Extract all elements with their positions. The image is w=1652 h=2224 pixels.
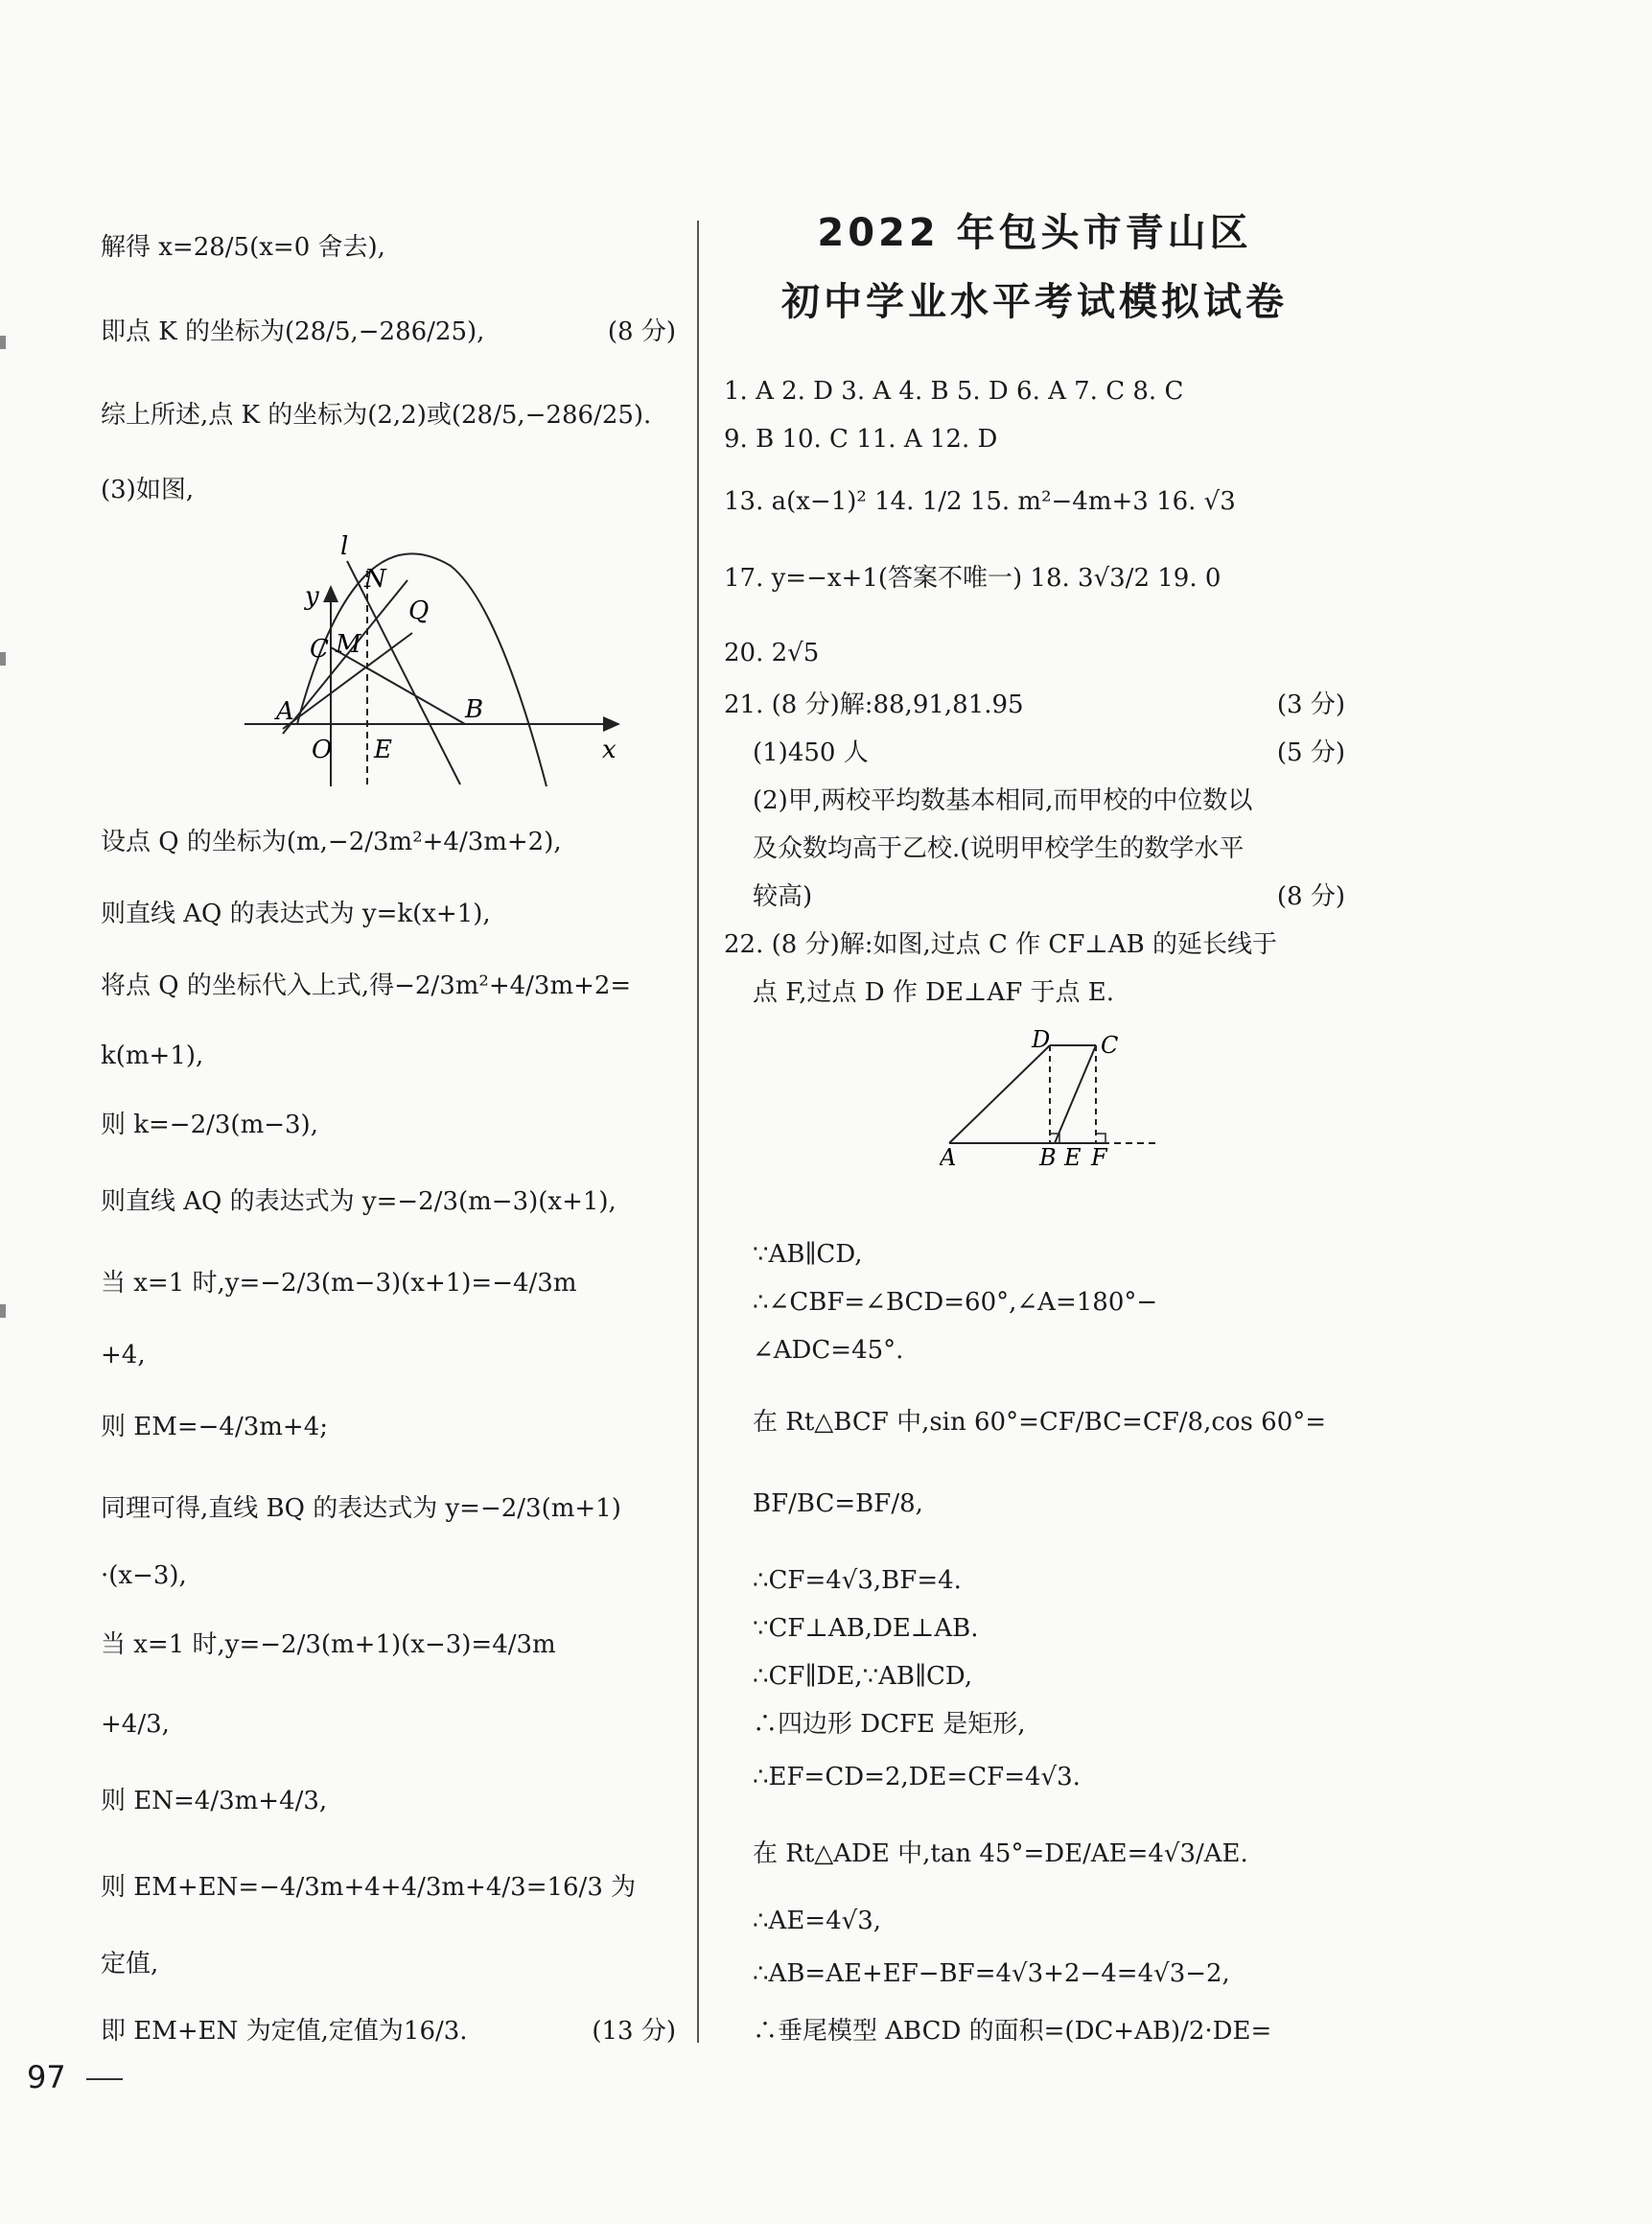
answer-line: ∵AB∥CD, [753, 1240, 863, 1269]
answer-line: (2)甲,两校平均数基本相同,而甲校的中位数以 [753, 786, 1253, 815]
answer-line: 20. 2√5 [724, 639, 820, 667]
text-line: +4, [101, 1341, 146, 1370]
score: (8 分) [1276, 882, 1345, 911]
score: (8 分) [607, 317, 676, 346]
score: (13 分) [592, 2017, 676, 2046]
answer-line: ∴AB=AE+EF−BF=4√3+2−4=4√3−2, [753, 1959, 1230, 1988]
figure-label: O [312, 736, 333, 764]
text-line: k(m+1), [101, 1042, 204, 1070]
text-line: 即点 K 的坐标为(28/5,−286/25), [101, 317, 485, 346]
answer-line: 13. a(x−1)² 14. 1/2 15. m²−4m+3 16. √3 [724, 487, 1236, 516]
text-line: 设点 Q 的坐标为(m,−2/3m²+4/3m+2), [101, 828, 562, 856]
answer-line: 较高) [753, 882, 813, 911]
answer-line: ∵CF⊥AB,DE⊥AB. [753, 1614, 979, 1643]
figure-label: M [336, 630, 361, 659]
answer-line: ∴EF=CD=2,DE=CF=4√3. [753, 1763, 1081, 1791]
text-line: 当 x=1 时,y=−2/3(m−3)(x+1)=−4/3m [101, 1269, 577, 1298]
exam-title-line2: 初中学业水平考试模拟试卷 [781, 280, 1288, 324]
answer-line: ∴CF∥DE,∵AB∥CD, [753, 1662, 973, 1691]
answer-line: BF/BC=BF/8, [753, 1489, 923, 1518]
figure-label: Q [408, 597, 430, 625]
figure-label: y [305, 582, 319, 611]
answer-line: ∠ADC=45°. [753, 1336, 904, 1365]
text-line: 则 k=−2/3(m−3), [101, 1111, 318, 1139]
figure-label: B [1039, 1144, 1057, 1170]
text-line: (3)如图, [101, 476, 195, 504]
figure-label: C [310, 635, 329, 664]
binding-mark [0, 1304, 6, 1318]
text-line: 当 x=1 时,y=−2/3(m+1)(x−3)=4/3m [101, 1630, 556, 1659]
text-line: 综上所述,点 K 的坐标为(2,2)或(28/5,−286/25). [101, 401, 652, 430]
answer-line: 1. A 2. D 3. A 4. B 5. D 6. A 7. C 8. C [724, 377, 1184, 406]
answer-line: (1)450 人 [753, 738, 869, 767]
figure-label: E [1064, 1144, 1082, 1170]
text-line: 解得 x=28/5(x=0 舍去), [101, 233, 385, 262]
figure-label: A [276, 697, 294, 726]
text-line: 则 EM=−4/3m+4; [101, 1413, 329, 1441]
exam-title-line1: 2022 年包头市青山区 [817, 211, 1252, 255]
binding-mark [0, 336, 6, 349]
figure-label: C [1101, 1032, 1119, 1059]
answer-line: 21. (8 分)解:88,91,81.95 [724, 691, 1024, 719]
figure-label: A [940, 1144, 957, 1170]
answer-line: 及众数均高于乙校.(说明甲校学生的数学水平 [753, 834, 1245, 863]
text-line: 同理可得,直线 BQ 的表达式为 y=−2/3(m+1) [101, 1494, 621, 1523]
score: (5 分) [1276, 738, 1345, 767]
answer-line: 点 F,过点 D 作 DE⊥AF 于点 E. [753, 978, 1115, 1007]
page-number: 97 [27, 2059, 66, 2095]
answer-line: ∴CF=4√3,BF=4. [753, 1566, 962, 1595]
figure-label: l [340, 532, 349, 561]
score: (3 分) [1276, 691, 1345, 719]
figure-label: F [1091, 1144, 1107, 1170]
figure-label: E [374, 736, 392, 764]
answer-line: 9. B 10. C 11. A 12. D [724, 425, 998, 454]
answer-line: ∴垂尾模型 ABCD 的面积=(DC+AB)/2·DE= [753, 2017, 1272, 2046]
answer-line: 在 Rt△BCF 中,sin 60°=CF/BC=CF/8,cos 60°= [753, 1408, 1327, 1437]
trapezoid-figure [940, 1026, 1170, 1170]
column-divider [697, 221, 699, 2043]
answer-line: ∴AE=4√3, [753, 1907, 881, 1935]
figure-label: D [1032, 1026, 1051, 1053]
text-line: +4/3, [101, 1710, 170, 1739]
answer-line: ∴∠CBF=∠BCD=60°,∠A=180°− [753, 1288, 1158, 1317]
figure-label: N [364, 565, 386, 594]
text-line: 则 EM+EN=−4/3m+4+4/3m+4/3=16/3 为 [101, 1873, 637, 1902]
text-line: 定值, [101, 1950, 159, 1978]
page-number-dash [86, 2078, 123, 2080]
figure-label: B [465, 695, 484, 724]
text-line: 将点 Q 的坐标代入上式,得−2/3m²+4/3m+2= [101, 972, 632, 1000]
figure-label: x [602, 736, 617, 764]
text-line: 则直线 AQ 的表达式为 y=−2/3(m−3)(x+1), [101, 1187, 617, 1216]
binding-mark [0, 652, 6, 666]
answer-line: 22. (8 分)解:如图,过点 C 作 CF⊥AB 的延长线于 [724, 930, 1277, 959]
text-line: 则直线 AQ 的表达式为 y=k(x+1), [101, 900, 491, 928]
parabola-figure [240, 527, 642, 806]
text-line: 即 EM+EN 为定值,定值为16/3. [101, 2017, 468, 2046]
answer-line: 17. y=−x+1(答案不唯一) 18. 3√3/2 19. 0 [724, 564, 1222, 593]
text-line: 则 EN=4/3m+4/3, [101, 1787, 328, 1815]
answer-line: 在 Rt△ADE 中,tan 45°=DE/AE=4√3/AE. [753, 1839, 1248, 1868]
answer-line: ∴四边形 DCFE 是矩形, [753, 1710, 1026, 1739]
text-line: ·(x−3), [101, 1561, 187, 1590]
